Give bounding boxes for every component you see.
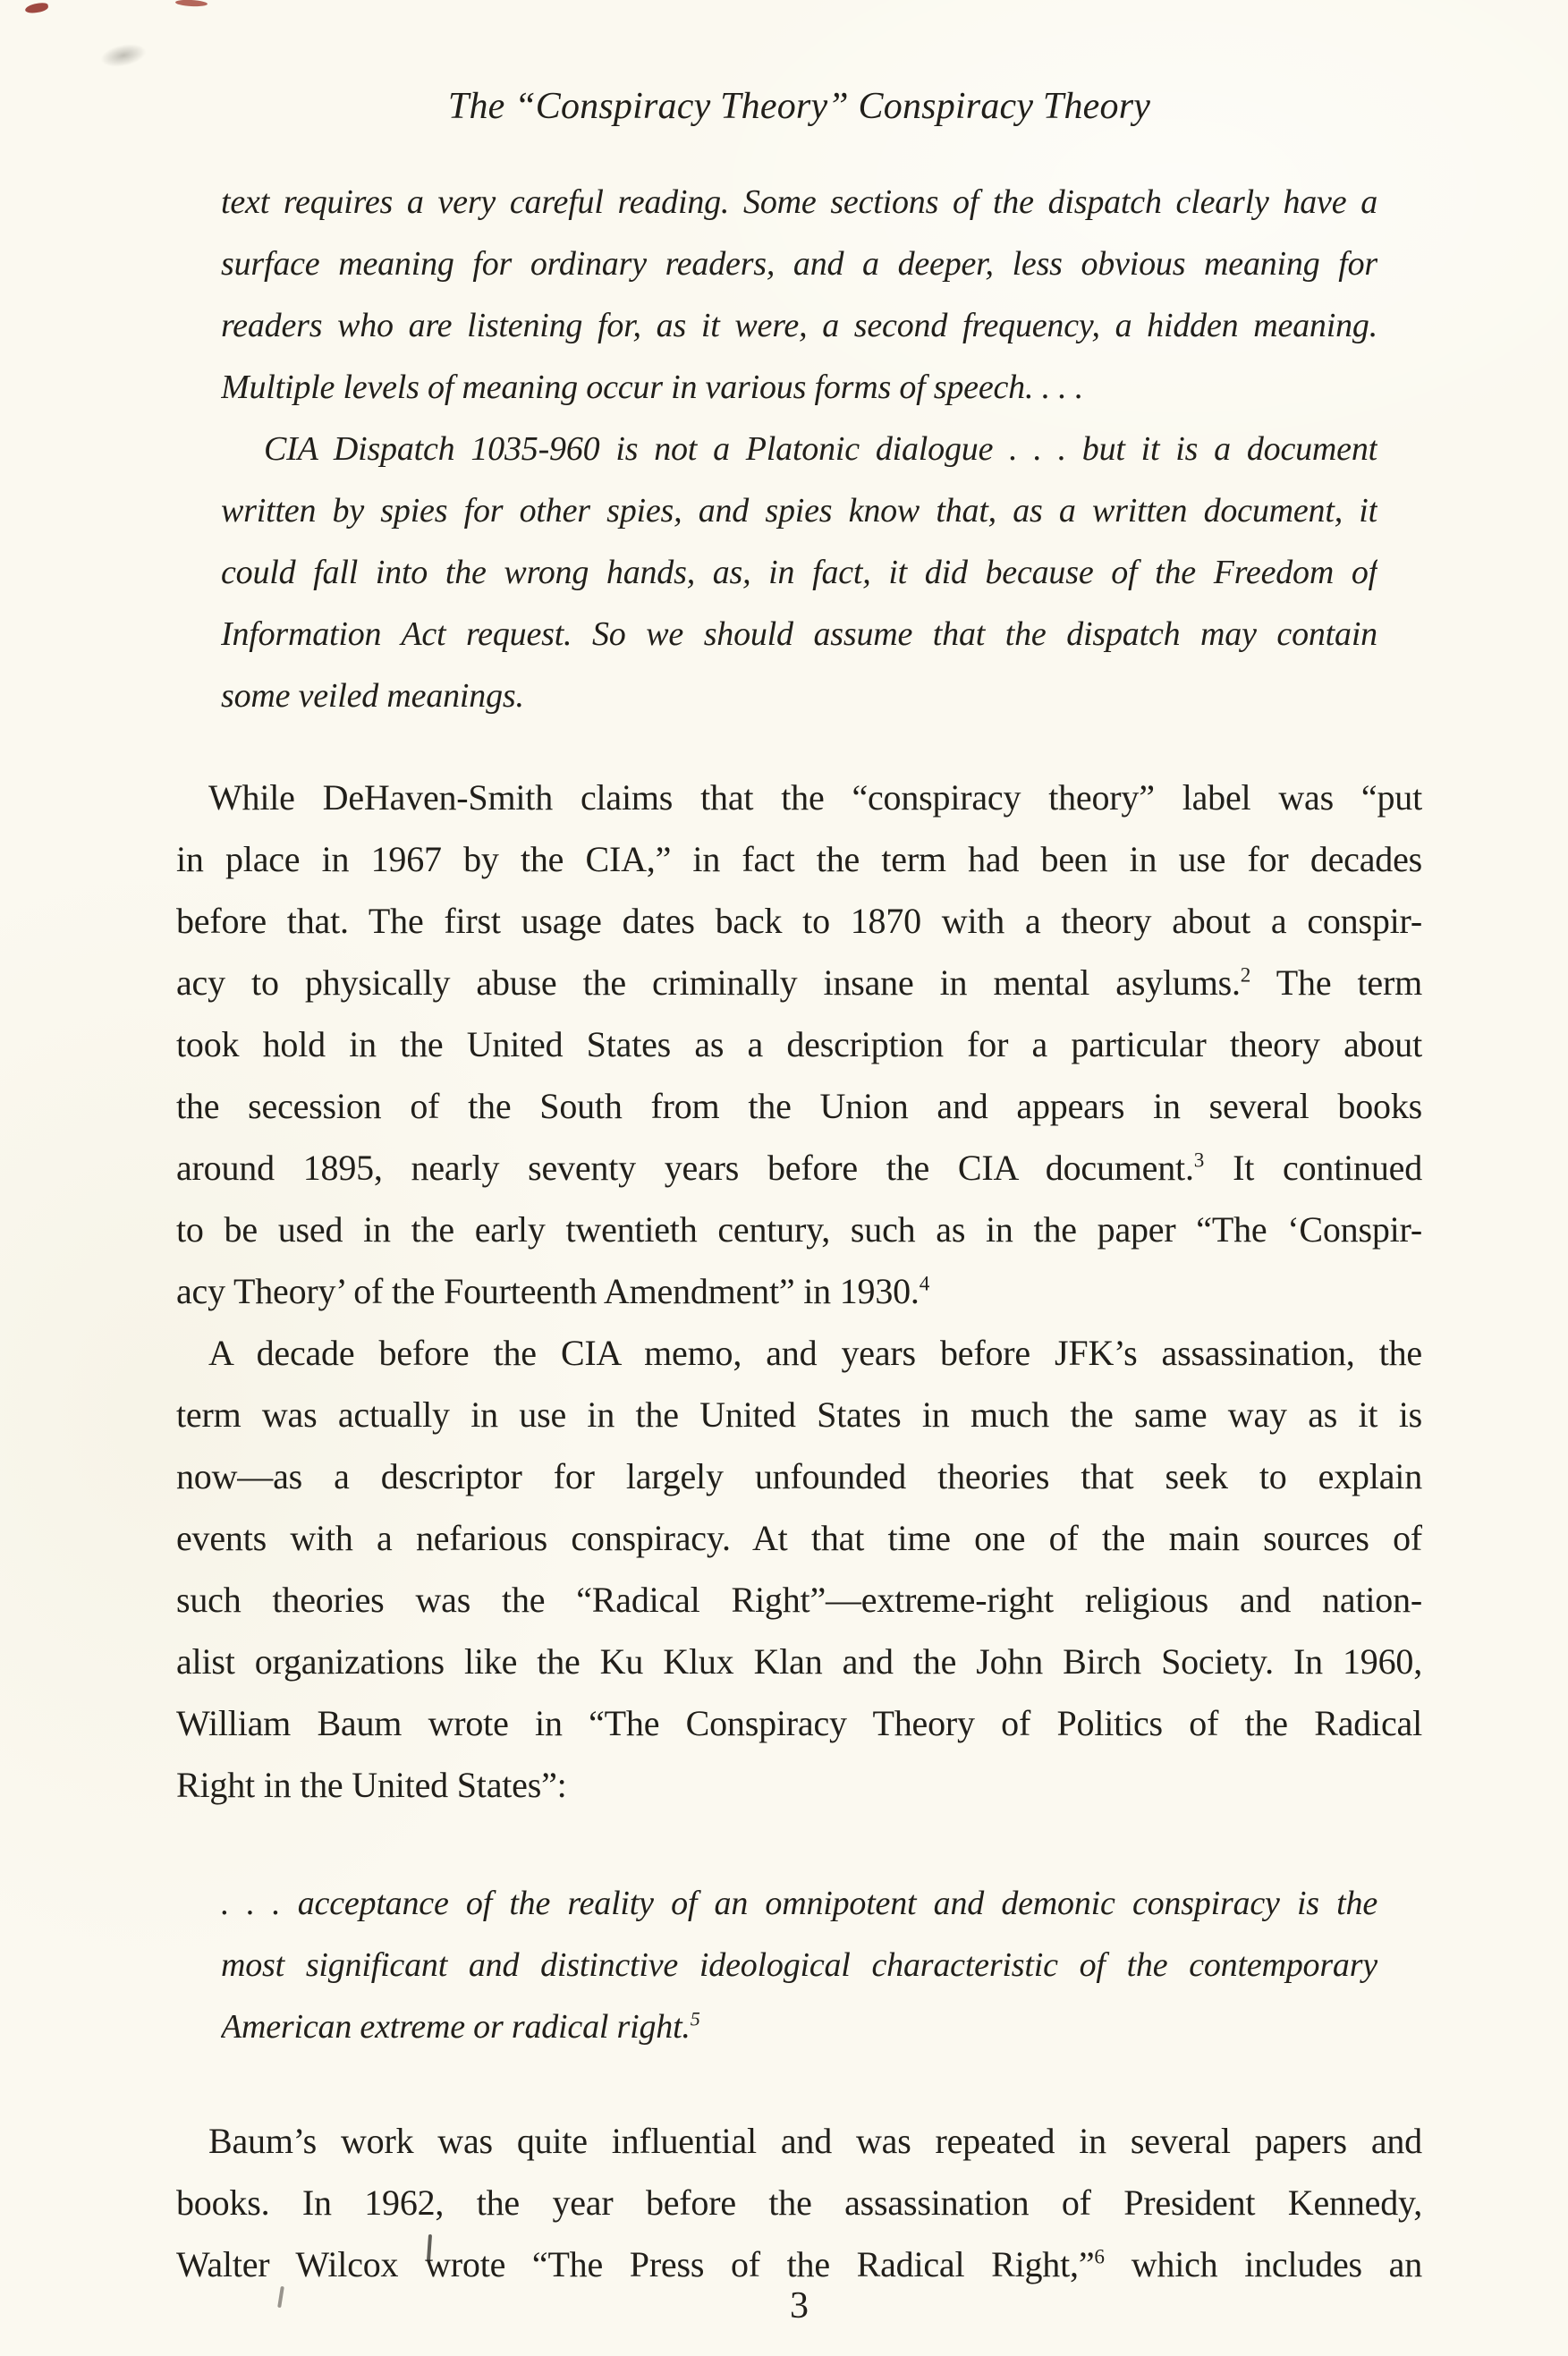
text-line: text requires a very careful reading. Some sections of the dispatch clearly have a bbox=[221, 183, 1377, 221]
text-line: acy Theory’ of the Fourteenth Amendment” in 1930.$^4$ bbox=[176, 1271, 930, 1311]
text-line: Right in the United States”: bbox=[176, 1765, 567, 1805]
text-line: before that. The first usage dates back to 1870 with a theory about a conspir- bbox=[176, 901, 1422, 941]
block-quote-dispatch bbox=[221, 172, 1377, 727]
text-line: to be used in the early twentieth century, such as in the paper “The ‘Conspir- bbox=[176, 1209, 1422, 1250]
text-line: written by spies for other spies, and spies know that, as a written document, it bbox=[221, 492, 1377, 530]
page-number: 3 bbox=[790, 2285, 809, 2326]
text-line: term was actually in use in the United States in much the same way as it is bbox=[176, 1394, 1422, 1435]
text-line: the secession of the South from the Union and appears in several books bbox=[176, 1086, 1422, 1126]
text-line: acy to physically abuse the criminally insane in mental asylums.$^2$ The term bbox=[176, 962, 1422, 1003]
text-line: readers who are listening for, as it were, a second frequency, a hidden meaning. bbox=[221, 307, 1377, 344]
text-line: most significant and distinctive ideological characteristic of the contemporary bbox=[221, 1946, 1377, 1984]
text-line: around 1895, nearly seventy years before the CIA document.$^3$ It continued bbox=[176, 1148, 1422, 1188]
text-line: . . . acceptance of the reality of an omnipotent and demonic conspiracy is the bbox=[221, 1885, 1377, 1922]
paragraph bbox=[176, 2110, 1422, 2295]
body-paragraphs bbox=[176, 767, 1422, 1816]
paragraph bbox=[176, 767, 1422, 1322]
text-line: surface meaning for ordinary readers, and a deeper, less obvious meaning for bbox=[221, 245, 1377, 283]
text-line: events with a nefarious conspiracy. At that time one of the main sources of bbox=[176, 1518, 1422, 1558]
text-line: Multiple levels of meaning occur in various forms of speech. . . . bbox=[221, 369, 1084, 406]
scan-mark-red-1 bbox=[24, 2, 48, 14]
paragraph bbox=[176, 1322, 1422, 1816]
text-line: could fall into the wrong hands, as, in fact, it did because of the Freedom of bbox=[221, 554, 1377, 591]
text-line: some veiled meanings. bbox=[221, 677, 524, 715]
text-block bbox=[176, 0, 1422, 2295]
text-line: While DeHaven-Smith claims that the “conspiracy theory” label was “put bbox=[208, 777, 1422, 818]
text-line: books. In 1962, the year before the assassination of President Kennedy, bbox=[176, 2182, 1422, 2223]
paragraph bbox=[221, 1873, 1377, 2058]
paragraph bbox=[221, 419, 1377, 727]
text-line: now—as a descriptor for largely unfounded theories that seek to explain bbox=[176, 1456, 1422, 1496]
paragraph bbox=[221, 172, 1377, 419]
running-head: The “Conspiracy Theory” Conspiracy Theory bbox=[447, 86, 1151, 127]
text-line: Information Act request. So we should assume that the dispatch may contain bbox=[221, 615, 1377, 653]
block-quote-baum bbox=[221, 1873, 1377, 2058]
scan-smudge bbox=[98, 40, 148, 71]
text-line: A decade before the CIA memo, and years before JFK’s assassination, the bbox=[208, 1333, 1422, 1373]
text-line: in place in 1967 by the CIA,” in fact the term had been in use for decades bbox=[176, 839, 1422, 879]
text-line: such theories was the “Radical Right”—extreme-right religious and nation- bbox=[176, 1580, 1422, 1620]
text-line: Walter Wilcox wrote “The Press of the Radical Right,”$^6$ which includes an bbox=[176, 2244, 1422, 2284]
text-line: William Baum wrote in “The Conspiracy Theory of Politics of the Radical bbox=[176, 1703, 1422, 1743]
text-line: CIA Dispatch 1035-960 is not a Platonic dialogue . . . but it is a document bbox=[264, 430, 1377, 468]
text-line: American extreme or radical right.$^5$ bbox=[221, 2007, 700, 2046]
text-line: alist organizations like the Ku Klux Klan and the John Birch Society. In 1960, bbox=[176, 1641, 1422, 1682]
text-line: took hold in the United States as a description for a particular theory about bbox=[176, 1024, 1422, 1064]
closing-paragraph bbox=[176, 2110, 1422, 2295]
text-line: Baum’s work was quite influential and was repeated in several papers and bbox=[208, 2121, 1422, 2161]
